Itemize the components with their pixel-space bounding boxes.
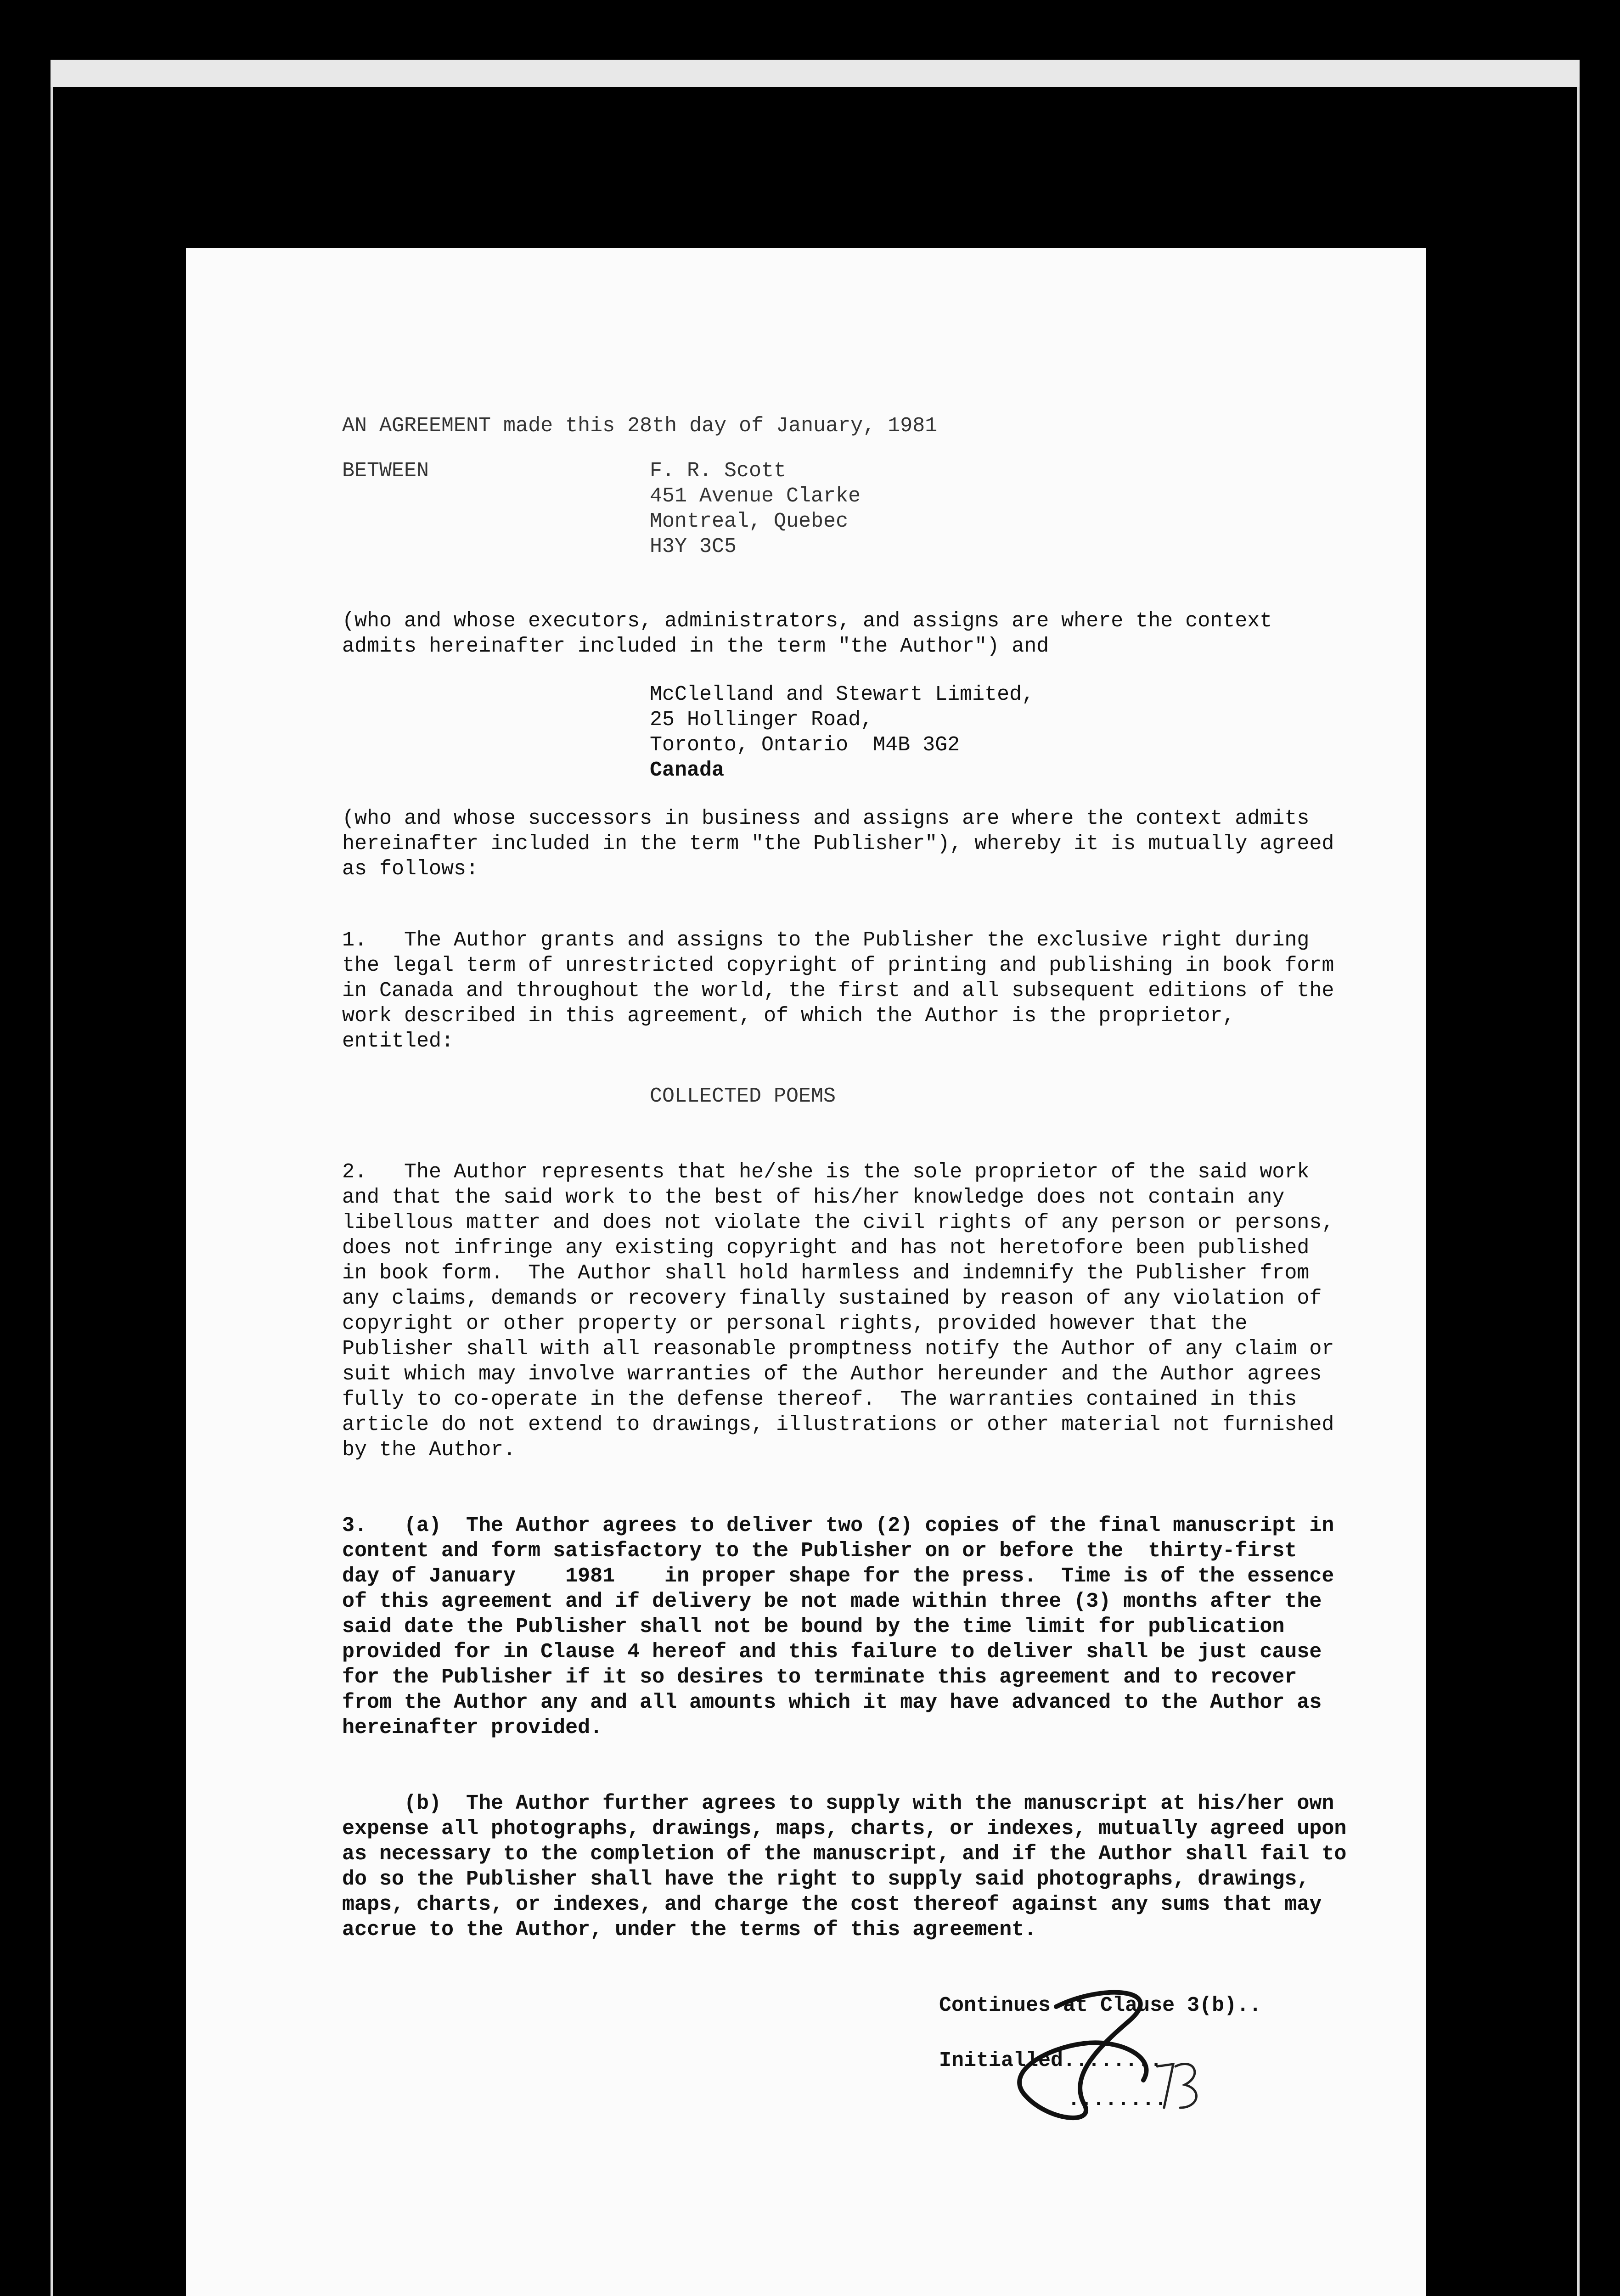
clause-3b-line: expense all photographs, drawings, maps, charts, or indexes, mutually agreed upon bbox=[342, 1817, 1347, 1840]
clause-3a-line: content and form satisfactory to the Publisher on or before the thirty-first bbox=[342, 1539, 1297, 1563]
initials-dots: ........ bbox=[1068, 2088, 1167, 2111]
work-title: COLLECTED POEMS bbox=[650, 1085, 836, 1108]
author-address-line: 451 Avenue Clarke bbox=[650, 484, 861, 508]
clause-2-line: fully to co-operate in the defense thereof. The warranties contained in this bbox=[342, 1388, 1297, 1411]
author-address-line: F. R. Scott bbox=[650, 459, 787, 483]
clause-1-line: 1. The Author grants and assigns to the Publisher the exclusive right during bbox=[342, 929, 1310, 952]
clause-3b-line: accrue to the Author, under the terms of this agreement. bbox=[342, 1918, 1037, 1941]
publisher-address-line: McClelland and Stewart Limited, bbox=[650, 683, 1035, 706]
continues-note: Continues at Clause 3(b).. bbox=[939, 1994, 1262, 2017]
document-page bbox=[186, 248, 1426, 2296]
clause-3a-line: provided for in Clause 4 hereof and this failure to deliver shall be just cause bbox=[342, 1640, 1322, 1664]
initialled-line: Initialled........ bbox=[939, 2049, 1163, 2072]
handwritten-initials-signature bbox=[992, 1970, 1231, 2135]
clause-2-line: does not infringe any existing copyright and has not heretofore been published bbox=[342, 1236, 1310, 1260]
clause-1-line: in Canada and throughout the world, the first and all subsequent editions of the bbox=[342, 979, 1334, 1002]
clause-3a-line: said date the Publisher shall not be bound by the time limit for publication bbox=[342, 1615, 1285, 1638]
clause-2-line: and that the said work to the best of his/her knowledge does not contain any bbox=[342, 1186, 1285, 1209]
clause-3b-line: maps, charts, or indexes, and charge the cost thereof against any sums that may bbox=[342, 1893, 1322, 1916]
clause-2-line: 2. The Author represents that he/she is the sole proprietor of the said work bbox=[342, 1160, 1310, 1184]
clause-2-line: any claims, demands or recovery finally sustained by reason of any violation of bbox=[342, 1287, 1322, 1310]
clause-2-line: in book form. The Author shall hold harmless and indemnify the Publisher from bbox=[342, 1261, 1310, 1285]
clause-3b-line: (b) The Author further agrees to supply with the manuscript at his/her own bbox=[342, 1792, 1334, 1815]
clause-3b-line: as necessary to the completion of the manuscript, and if the Author shall fail to bbox=[342, 1842, 1347, 1866]
clause-3a-line: hereinafter provided. bbox=[342, 1716, 603, 1739]
scan-frame-top-edge bbox=[51, 60, 1580, 87]
paragraph-line: admits hereinafter included in the term "the Author") and bbox=[342, 635, 1049, 658]
clause-2-line: copyright or other property or personal rights, provided however that the bbox=[342, 1312, 1248, 1335]
paragraph-line: (who and whose successors in business and assigns are where the context admits bbox=[342, 807, 1310, 830]
clause-1-line: the legal term of unrestricted copyright of printing and publishing in book form bbox=[342, 954, 1334, 977]
clause-2-line: by the Author. bbox=[342, 1438, 516, 1462]
agreement-header: AN AGREEMENT made this 28th day of January, 1981 bbox=[342, 414, 938, 438]
clause-3a-line: from the Author any and all amounts which it may have advanced to the Author as bbox=[342, 1691, 1322, 1714]
clause-2-line: Publisher shall with all reasonable promptness notify the Author of any claim or bbox=[342, 1337, 1334, 1361]
clause-3b-line: do so the Publisher shall have the right to supply said photographs, drawings, bbox=[342, 1868, 1310, 1891]
author-address-line: Montreal, Quebec bbox=[650, 510, 849, 533]
clause-1-line: work described in this agreement, of which the Author is the proprietor, bbox=[342, 1004, 1235, 1028]
publisher-address-line: Canada bbox=[650, 759, 725, 782]
clause-2-line: suit which may involve warranties of the Author hereunder and the Author agrees bbox=[342, 1362, 1322, 1386]
between-label: BETWEEN bbox=[342, 459, 429, 483]
paragraph-line: as follows: bbox=[342, 857, 479, 881]
clause-3a-line: of this agreement and if delivery be not made within three (3) months after the bbox=[342, 1590, 1322, 1613]
clause-2-line: article do not extend to drawings, illustrations or other material not furnished bbox=[342, 1413, 1334, 1436]
clause-1-line: entitled: bbox=[342, 1030, 454, 1053]
publisher-address-line: Toronto, Ontario M4B 3G2 bbox=[650, 733, 960, 757]
paragraph-line: (who and whose executors, administrators, and assigns are where the context bbox=[342, 609, 1272, 633]
author-address-line: H3Y 3C5 bbox=[650, 535, 737, 558]
clause-3a-line: 3. (a) The Author agrees to deliver two (2) copies of the final manuscript in bbox=[342, 1514, 1334, 1537]
clause-3a-line: day of January 1981 in proper shape for the press. Time is of the essence bbox=[342, 1564, 1334, 1588]
clause-2-line: libellous matter and does not violate the civil rights of any person or persons, bbox=[342, 1211, 1334, 1234]
publisher-address-line: 25 Hollinger Road, bbox=[650, 708, 873, 732]
paragraph-line: hereinafter included in the term "the Publisher"), whereby it is mutually agreed bbox=[342, 832, 1334, 855]
clause-3a-line: for the Publisher if it so desires to terminate this agreement and to recover bbox=[342, 1666, 1297, 1689]
